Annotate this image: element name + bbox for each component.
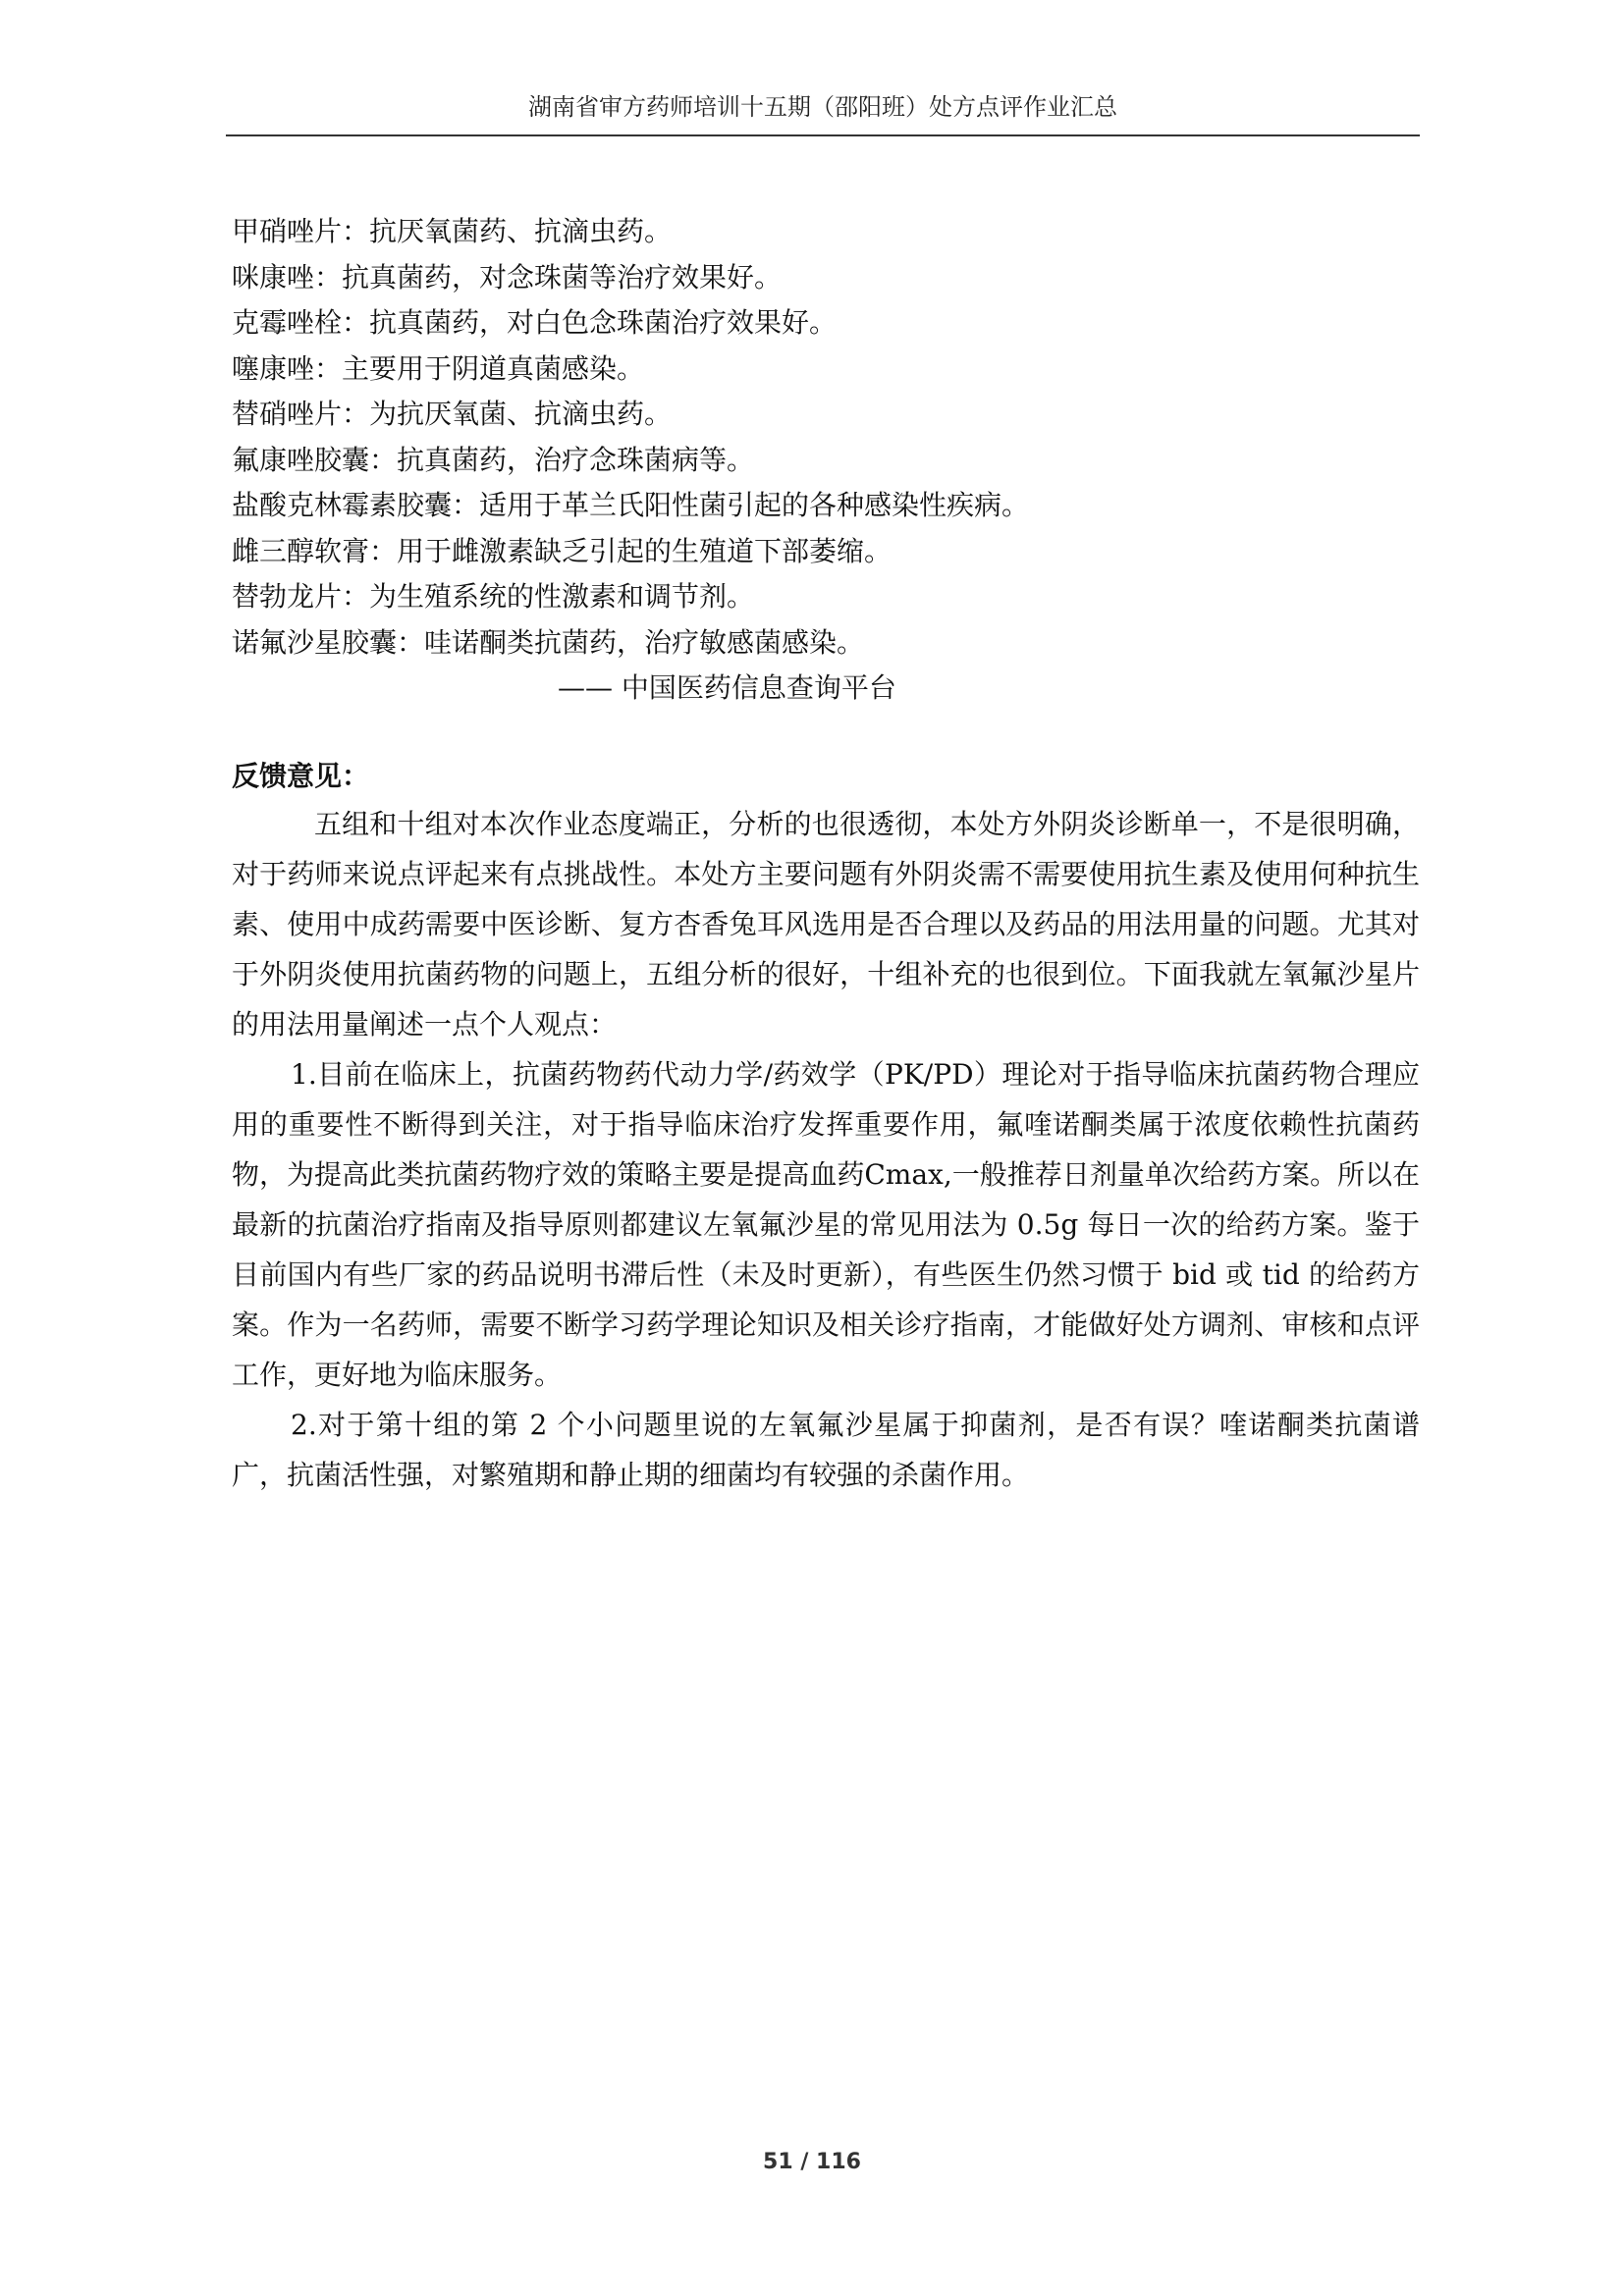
feedback-paragraph: 2.对于第十组的第 2 个小问题里说的左氧氟沙星属于抑菌剂，是否有误？喹诺酮类抗菌谱广，抗菌活性强，对繁殖期和静止期的细菌均有较强的杀菌作用。 xyxy=(232,1408,1420,1491)
drug-item: 咪康唑：抗真菌药，对念珠菌等治疗效果好。 xyxy=(232,260,783,294)
drug-item: 替勃龙片：为生殖系统的性激素和调节剂。 xyxy=(232,580,755,613)
drug-item: 雌三醇软膏：用于雌激素缺乏引起的生殖道下部萎缩。 xyxy=(232,534,893,567)
drug-item: 甲硝唑片：抗厌氧菌药、抗滴虫药。 xyxy=(232,215,673,247)
drug-item: 替硝唑片：为抗厌氧菌、抗滴虫药。 xyxy=(232,398,673,430)
source-attribution: —— 中国医药信息查询平台 xyxy=(558,671,896,704)
feedback-paragraph: 1.目前在临床上，抗菌药物药代动力学/药效学（PK/PD）理论对于指导临床抗菌药物合理应用的重要性不断得到关注，对于指导临床治疗发挥重要作用，氟喹诺酮类属于浓度依赖性抗菌药物，为提高此类抗菌药物疗效的策略主要是提高血药Cmax,一般推荐日剂量单次给药方案。所以在最新的抗菌治疗指南及指导原则都建议左氧氟沙星的常见用法为 0.5g 每日一次的给药方案。鉴于目前国内有些厂家的药品说明书滞后性（未及时更新），有些医生仍然习惯于 bid 或 tid 的给药方案。作为一名药师，需要不断学习药学理论知识及相关诊疗指南，才能做好处方调剂、审核和点评工作，更好地为临床服务。 xyxy=(232,1057,1420,1391)
drug-item: 氟康唑胶囊：抗真菌药，治疗念珠菌病等。 xyxy=(232,443,755,476)
drug-item: 诺氟沙星胶囊：哇诺酮类抗菌药，治疗敏感菌感染。 xyxy=(232,625,865,659)
feedback-paragraph: 五组和十组对本次作业态度端正，分析的也很透彻，本处方外阴炎诊断单一，不是很明确，对于药师来说点评起来有点挑战性。本处方主要问题有外阴炎需不需要使用抗生素及使用何种抗生素、使用中成药需要中医诊断、复方杏香兔耳风选用是否合理以及药品的用法用量的问题。尤其对于外阴炎使用抗菌药物的问题上，五组分析的很好，十组补充的也很到位。下面我就左氧氟沙星片的用法用量阐述一点个人观点： xyxy=(232,807,1420,1041)
page-body xyxy=(232,209,1420,1500)
page-header-title: 湖南省审方药师培训十五期（邵阳班）处方点评作业汇总 xyxy=(528,93,1117,121)
drug-item: 盐酸克林霉素胶囊：适用于革兰氏阳性菌引起的各种感染性疾病。 xyxy=(232,489,1030,521)
drug-item: 噻康唑：主要用于阴道真菌感染。 xyxy=(232,351,645,385)
feedback-heading: 反馈意见： xyxy=(232,759,370,792)
drug-item: 克霉唑栓：抗真菌药，对白色念珠菌治疗效果好。 xyxy=(232,306,838,339)
header-divider xyxy=(226,134,1420,136)
drug-list xyxy=(232,209,1420,666)
page-number: 51 / 116 xyxy=(763,2150,861,2174)
